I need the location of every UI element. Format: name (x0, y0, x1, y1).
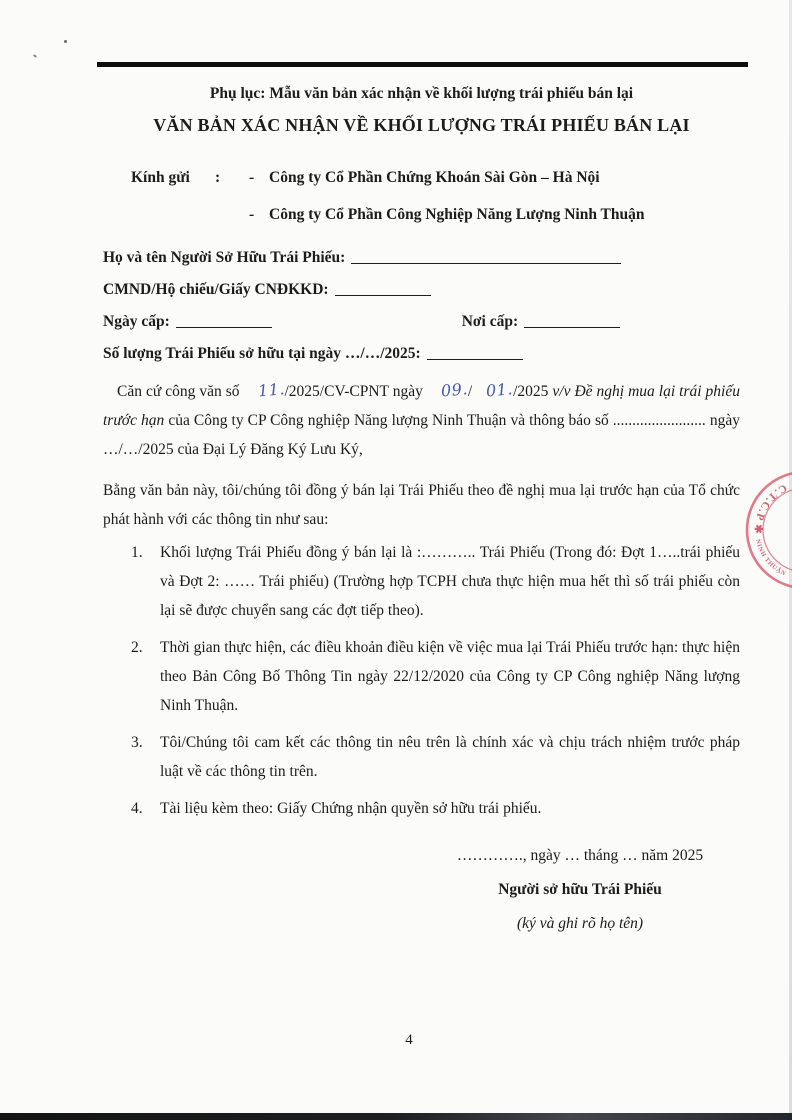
form-row-issue (103, 312, 740, 332)
quantity-blank-field (427, 345, 523, 360)
recipients-colon: : (215, 169, 221, 186)
list-item (103, 538, 740, 625)
list-item-number: 2. (131, 639, 143, 656)
list-item-number: 3. (131, 734, 143, 751)
svg-text:NINH THUẬN (754, 538, 787, 577)
id-number-label: CMND/Hộ chiếu/Giấy CNĐKKD: (103, 281, 329, 298)
terms-list (103, 538, 740, 823)
signature-instruction: (ký và ghi rõ họ tên) (516, 915, 644, 932)
list-item-text: Thời gian thực hiện, các điều khoản điều kiện về việc mua lại Trái Phiếu trước hạn: thực hiện theo Bản Công Bố Thông Tin ngày 22/12/2020 của Công ty CP Công nghiệp Năng lượng Ninh Thuận. (160, 639, 740, 714)
document-body (103, 84, 740, 941)
signature-date-line: …………., ngày … tháng … năm 2025 (456, 847, 704, 864)
reference-subject-italic: v/v Đề nghị mua lại trái phiếu trước hạn (103, 383, 740, 429)
holder-name-label: Họ và tên Người Sở Hữu Trái Phiếu: (103, 249, 346, 266)
reference-text: của Công ty CP Công nghiệp Năng lượng Ninh Thuận và thông báo số ........................ ngày …/…/2025 của Đại Lý Đăng Ký Lưu Ký, (103, 412, 740, 458)
id-number-blank-field (335, 281, 431, 296)
holder-name-blank-field (351, 249, 621, 264)
form-row-holder-name (103, 248, 740, 268)
appendix-heading: Phụ lục: Mẫu văn bản xác nhận về khối lượng trái phiếu bán lại (209, 85, 634, 102)
page-number: 4 (405, 1032, 413, 1048)
recipient-dash: - (249, 169, 255, 186)
recipients-label: Kính gửi (131, 169, 190, 186)
recipient-dash: - (249, 206, 255, 223)
recipient-name: Công ty Cổ Phần Công Nghiệp Năng Lượng Ninh Thuận (269, 206, 645, 223)
agreement-paragraph: Bằng văn bản này, tôi/chúng tôi đồng ý bán lại Trái Phiếu theo đề nghị mua lại trước hạn của Tổ chức phát hành với các thông tin như sau: (103, 482, 740, 528)
scan-speck (64, 40, 67, 43)
issue-place-label: Nơi cấp: (461, 313, 519, 330)
reference-separator: / (467, 383, 473, 400)
quantity-label: Số lượng Trái Phiếu sở hữu tại ngày …/…/2025: (103, 345, 421, 362)
handwritten-doc-number: 11. (256, 379, 286, 401)
stamp-arc-text-primary: C.T.C.P ✱ (751, 481, 789, 536)
list-item-text: Khối lượng Trái Phiếu đồng ý bán lại là :……….. Trái Phiếu (Trong đó: Đợt 1…..trái phiếu và Đợt 2: …… Trái phiếu) (Trường hợp TCPH chưa thực hiện mua hết thì số trái phiếu còn lại sẽ được chuyển sang các đợt tiếp theo). (160, 544, 740, 619)
reference-paragraph (103, 376, 740, 464)
reference-text: /2025/CV-CPNT ngày (284, 383, 427, 400)
stamp-arc-text-secondary: NINH THUẬN (753, 538, 788, 578)
list-item (103, 794, 740, 823)
header-rule (97, 62, 748, 67)
signature-block (430, 839, 730, 941)
document-title: VĂN BẢN XÁC NHẬN VỀ KHỐI LƯỢNG TRÁI PHIẾU BÁN LẠI (153, 115, 690, 135)
list-item (103, 633, 740, 720)
svg-text:C.T.C.P ✱ (752, 482, 789, 535)
handwritten-day: 09. (440, 379, 469, 401)
company-stamp-partial (722, 450, 792, 615)
recipients-block (103, 167, 740, 226)
list-item-text: Tôi/Chúng tôi cam kết các thông tin nêu trên là chính xác và chịu trách nhiệm trước pháp luật về các thông tin trên. (160, 734, 740, 780)
issue-date-label: Ngày cấp: (103, 313, 170, 330)
list-item (103, 728, 740, 786)
issue-date-blank-field (176, 313, 272, 328)
recipient-row (103, 204, 740, 226)
list-item-text: Tài liệu kèm theo: Giấy Chứng nhận quyền sở hữu trái phiếu. (160, 800, 542, 817)
scan-edge-bar (0, 1113, 792, 1120)
recipient-name: Công ty Cổ Phần Chứng Khoán Sài Gòn – Hà Nội (269, 169, 600, 186)
form-row-id-number (103, 280, 740, 300)
scan-speck (33, 54, 37, 58)
reference-text: /2025 (513, 383, 553, 400)
reference-text: Căn cứ công văn số (117, 383, 244, 400)
handwritten-month: 01. (485, 379, 514, 401)
issue-place-blank-field (524, 313, 620, 328)
list-item-number: 4. (131, 800, 143, 817)
list-item-number: 1. (131, 544, 143, 561)
recipient-row (103, 167, 740, 189)
signer-title: Người sở hữu Trái Phiếu (498, 881, 662, 898)
form-fields (103, 248, 740, 364)
form-row-quantity (103, 344, 740, 364)
